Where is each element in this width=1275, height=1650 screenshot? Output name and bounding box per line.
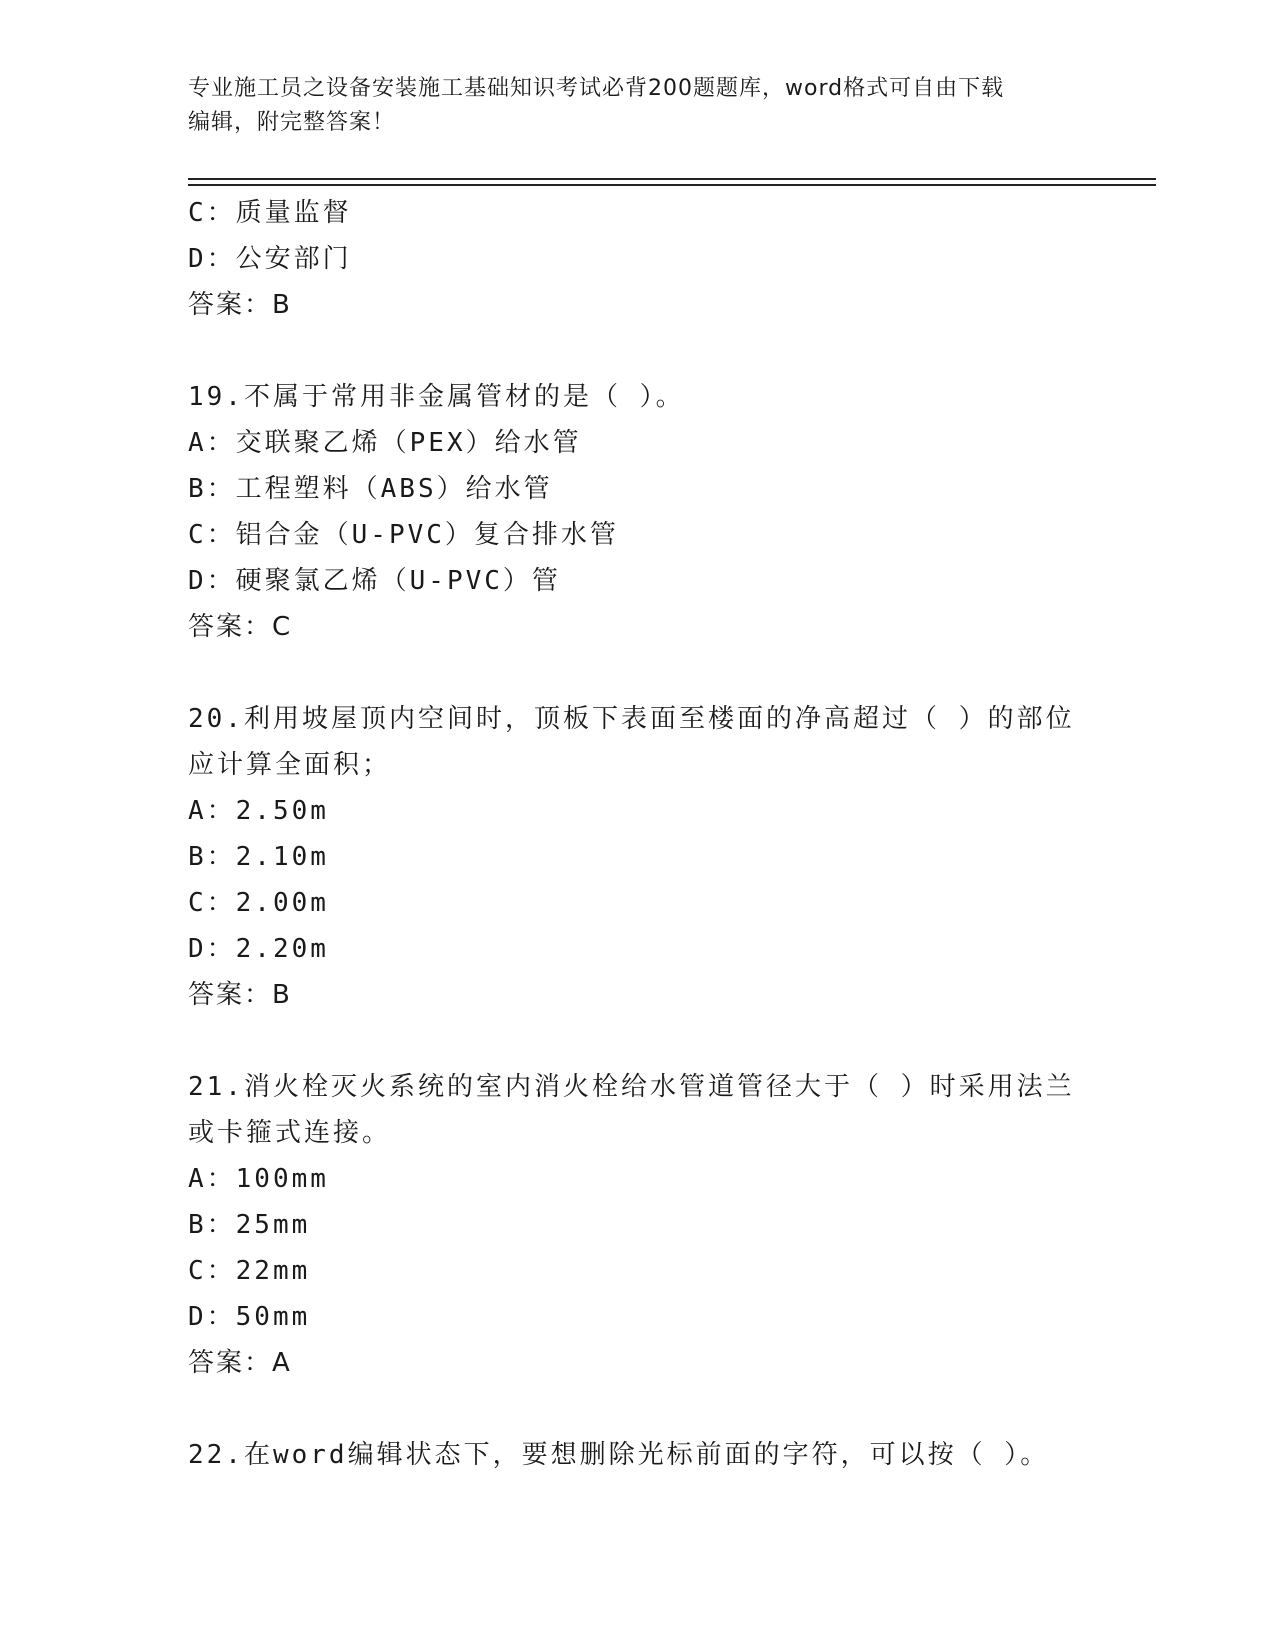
header-line-1: 专业施工员之设备安装施工基础知识考试必背200题题库，word格式可自由下载 (188, 76, 1005, 101)
option-b: B：2.10m (188, 842, 329, 872)
question-stem-line-2: 或卡箍式连接。 (188, 1118, 392, 1148)
question-21 (188, 1064, 1088, 1386)
question-stem-line-1: 21.消火栓灭火系统的室内消火栓给水管道管径大于（ ）时采用法兰 (188, 1072, 1075, 1102)
question-stem: 22.在word编辑状态下，要想删除光标前面的字符，可以按（ ）。 (188, 1440, 1050, 1470)
option-c: C：质量监督 (188, 198, 352, 228)
previous-question (188, 190, 1088, 328)
question-22 (188, 1432, 1088, 1478)
option-d: D：硬聚氯乙烯（U-PVC）管 (188, 566, 561, 596)
header-divider-top (188, 178, 1156, 180)
answer-label: 答案：C (188, 612, 293, 642)
answer-label: 答案：A (188, 1348, 292, 1378)
option-d: D：50mm (188, 1302, 311, 1332)
question-20 (188, 696, 1088, 1018)
question-stem-line-1: 20.利用坡屋顶内空间时，顶板下表面至楼面的净高超过（ ）的部位 (188, 704, 1075, 734)
option-b: B：25mm (188, 1210, 311, 1240)
option-a: A：100mm (188, 1164, 329, 1194)
option-c: C：22mm (188, 1256, 311, 1286)
option-a: A：交联聚乙烯（PEX）给水管 (188, 428, 582, 458)
option-b: B：工程塑料（ABS）给水管 (188, 474, 553, 504)
option-c: C：铝合金（U-PVC）复合排水管 (188, 520, 619, 550)
answer-label: 答案：B (188, 290, 292, 320)
question-stem: 19.不属于常用非金属管材的是（ ）。 (188, 382, 685, 412)
header-line-2: 编辑，附完整答案！ (188, 110, 396, 135)
answer-label: 答案：B (188, 980, 292, 1010)
option-d: D：2.20m (188, 934, 329, 964)
question-19 (188, 374, 1088, 650)
option-c: C：2.00m (188, 888, 329, 918)
option-d: D：公安部门 (188, 244, 352, 274)
document-body (188, 190, 1088, 1478)
option-a: A：2.50m (188, 796, 329, 826)
page-header (188, 72, 1088, 140)
header-divider-bottom (188, 184, 1156, 186)
question-stem-line-2: 应计算全面积； (188, 750, 392, 780)
